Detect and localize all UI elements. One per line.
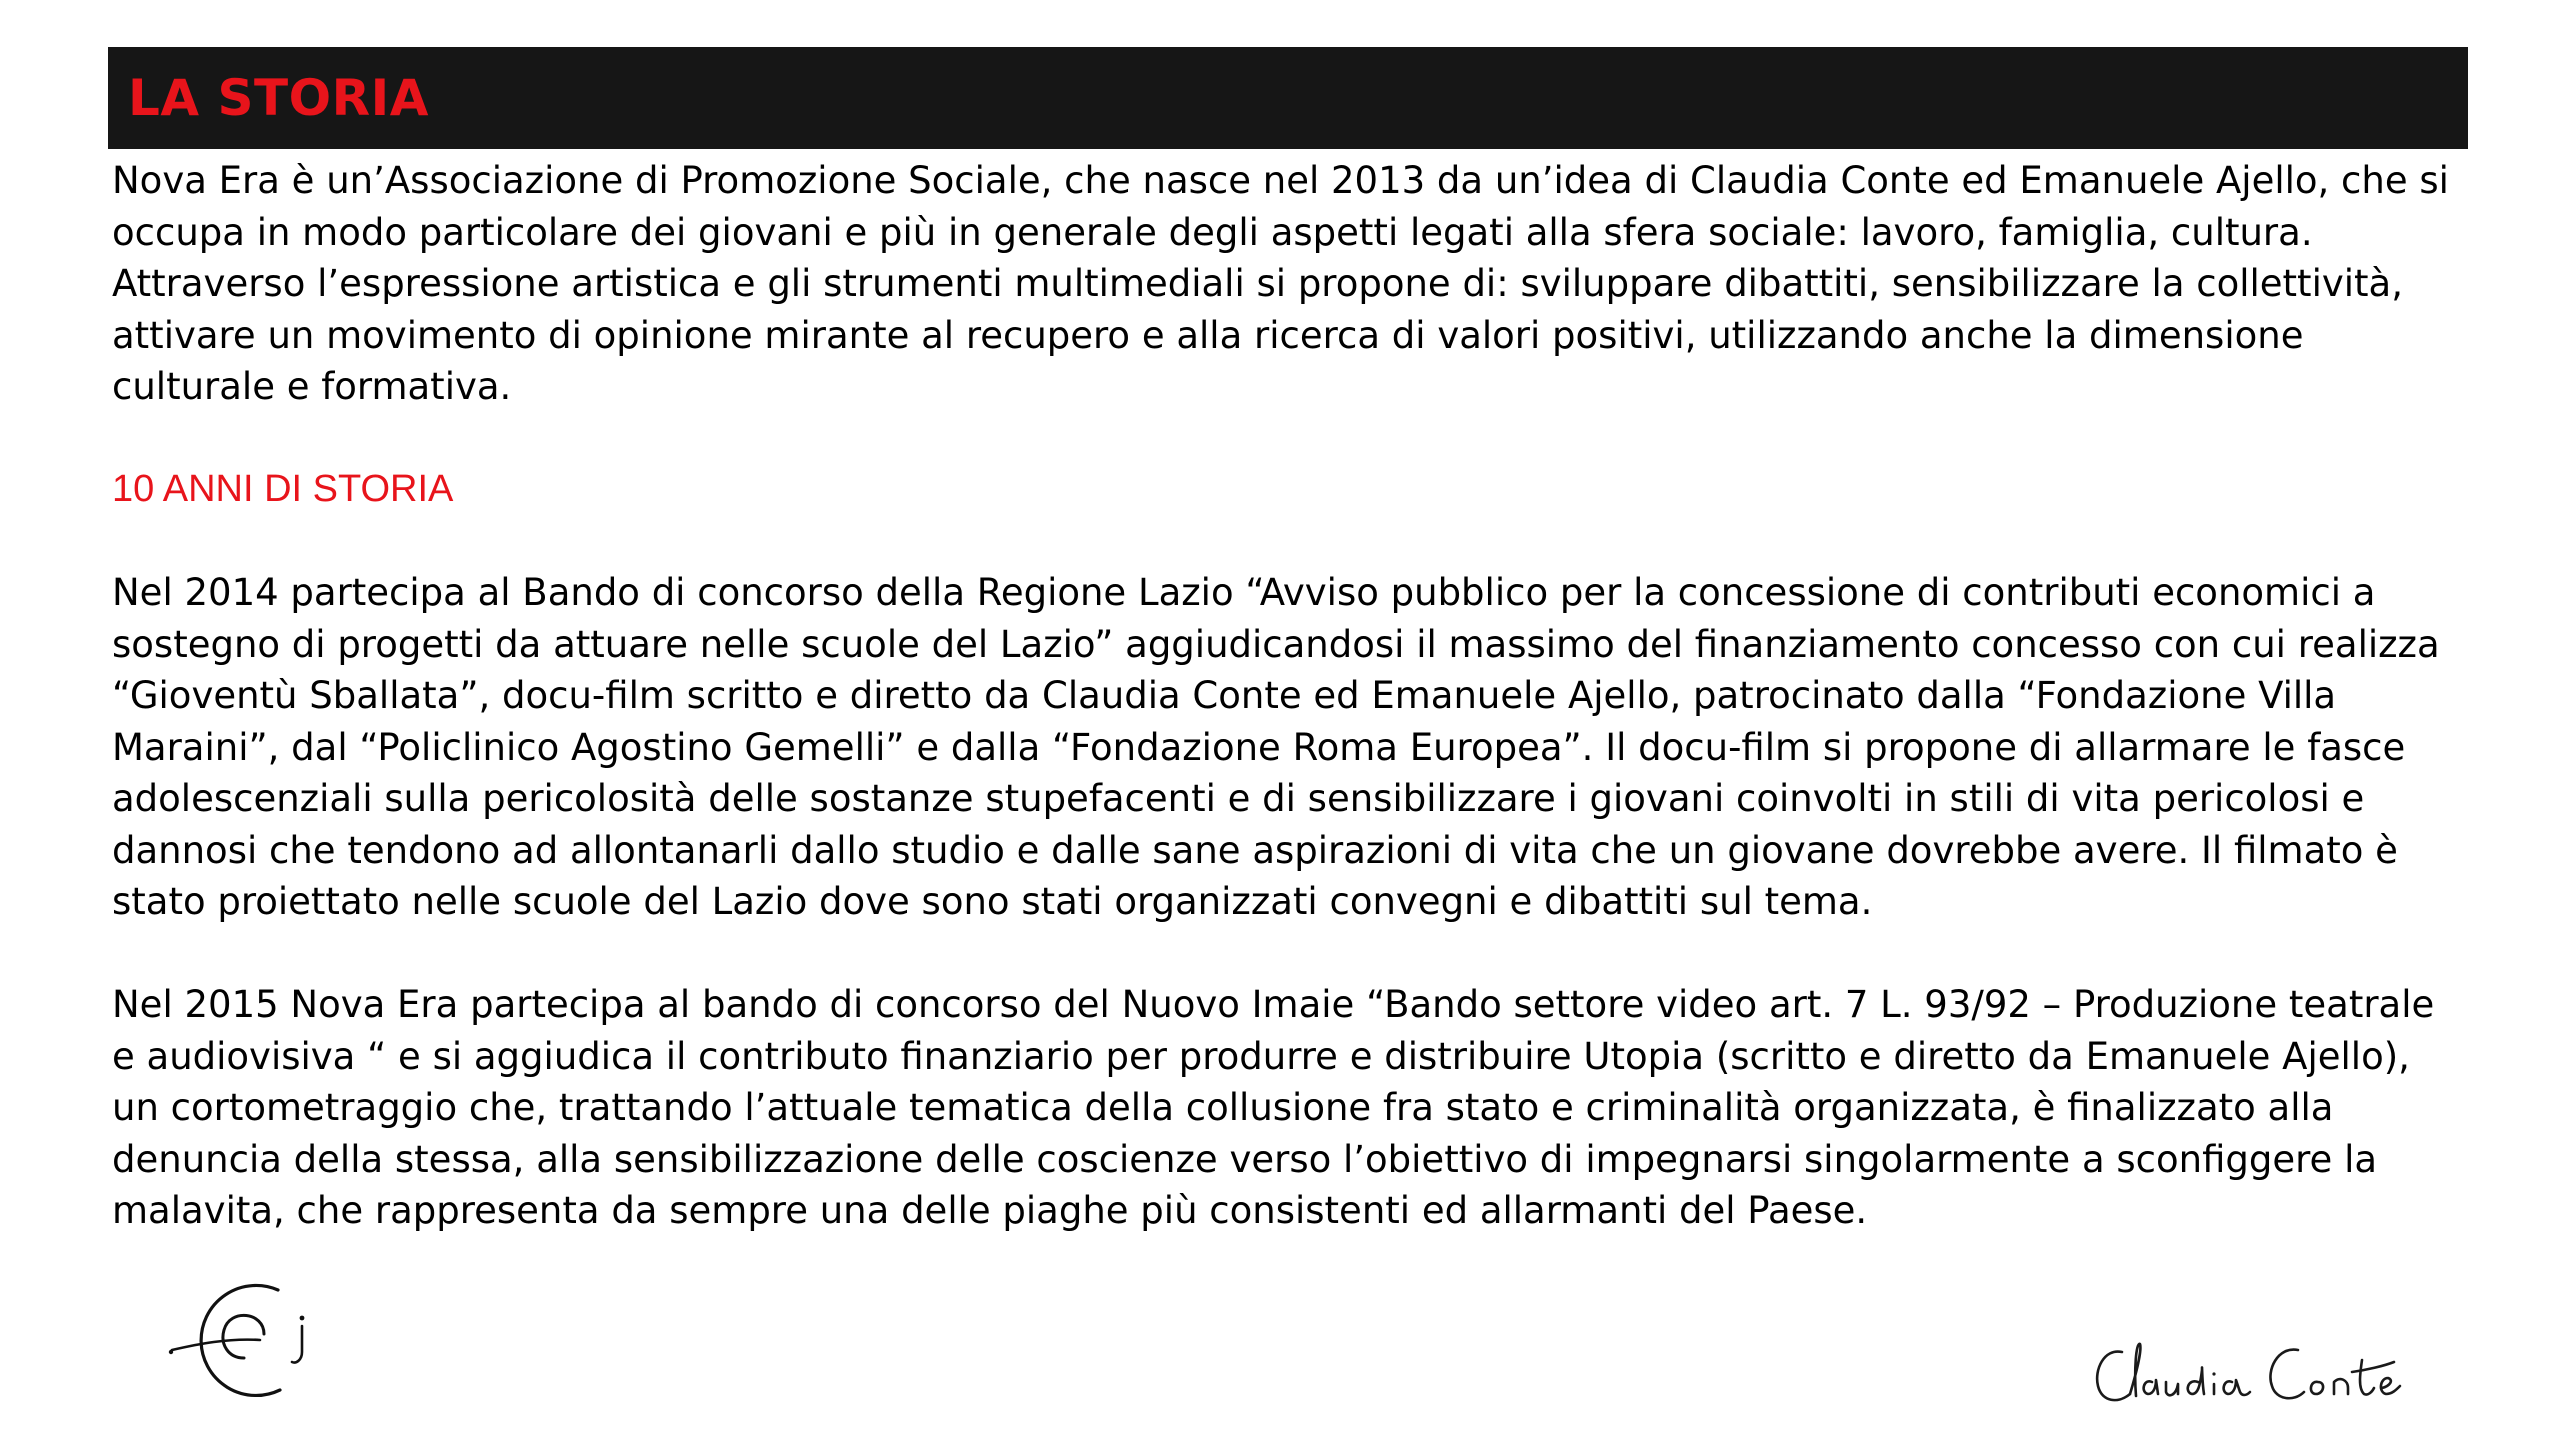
text-line: adolescenziali sulla pericolosità delle sostanze stupefacenti e di sensibilizzare i giovani coinvolti in stili di vita pericolosi e [112, 777, 2365, 820]
text-line: stato proiettato nelle scuole del Lazio dove sono stati organizzati convegni e dibattiti sul tema. [112, 880, 1873, 923]
spacer [112, 928, 2542, 980]
paragraph-2014 [112, 567, 2542, 928]
text-line: denuncia della stessa, alla sensibilizzazione delle coscienze verso l’obiettivo di impegnarsi singolarmente a sconfiggere la [112, 1137, 2378, 1181]
text-line: un cortometraggio che, trattando l’attuale tematica della collusione fra stato e criminalità organizzata, è finalizzato alla [112, 1086, 2334, 1129]
text-line: Nova Era è un’Associazione di Promozione Sociale, che nasce nel 2013 da un’idea di Claudia Conte ed Emanuele Ajello, che si [112, 159, 2449, 202]
intro-paragraph [112, 155, 2542, 413]
text-line: Attraverso l’espressione artistica e gli strumenti multimediali si propone di: sviluppare dibattiti, sensibilizzare la collettività, [112, 262, 2403, 305]
document-body [112, 155, 2542, 1237]
nova-era-logo-icon [168, 1272, 318, 1402]
text-line: Nel 2015 Nova Era partecipa al bando di concorso del Nuovo Imaie “Bando settore video art. 7 L. 93/92 – Produzione teatrale [112, 983, 2435, 1026]
text-line: sostegno di progetti da attuare nelle scuole del Lazio” aggiudicandosi il massimo del finanziamento concesso con cui realizza [112, 622, 2440, 666]
text-line: “Gioventù Sballata”, docu-film scritto e diretto da Claudia Conte ed Emanuele Ajello, patrocinato dalla “Fondazione Villa [112, 674, 2337, 717]
page-title: LA STORIA [128, 69, 429, 127]
section-heading: 10 ANNI DI STORIA [112, 468, 454, 510]
spacer [112, 516, 2542, 568]
text-line: e audiovisiva “ e si aggiudica il contributo finanziario per produrre e distribuire Utopia (scritto e diretto da Emanuele Ajello), [112, 1034, 2410, 1078]
signature-icon [2090, 1330, 2430, 1420]
text-line: malavita, che rappresenta da sempre una delle piaghe più consistenti ed allarmanti del Paese. [112, 1189, 1868, 1232]
paragraph-2015 [112, 979, 2542, 1237]
text-line: culturale e formativa. [112, 365, 512, 408]
title-bar [108, 47, 2468, 149]
text-line: attivare un movimento di opinione mirante al recupero e alla ricerca di valori positivi, utilizzando anche la dimensione [112, 313, 2304, 357]
text-line: occupa in modo particolare dei giovani e più in generale degli aspetti legati alla sfera sociale: lavoro, famiglia, cultura. [112, 210, 2313, 254]
text-line: Nel 2014 partecipa al Bando di concorso della Regione Lazio “Avviso pubblico per la concessione di contributi economici a [112, 571, 2376, 614]
spacer [112, 413, 2542, 465]
text-line: Maraini”, dal “Policlinico Agostino Gemelli” e dalla “Fondazione Roma Europea”. Il docu-film si propone di allarmare le fasce [112, 725, 2406, 769]
text-line: dannosi che tendono ad allontanarli dallo studio e dalle sane aspirazioni di vita che un giovane dovrebbe avere. Il filmato è [112, 828, 2398, 872]
